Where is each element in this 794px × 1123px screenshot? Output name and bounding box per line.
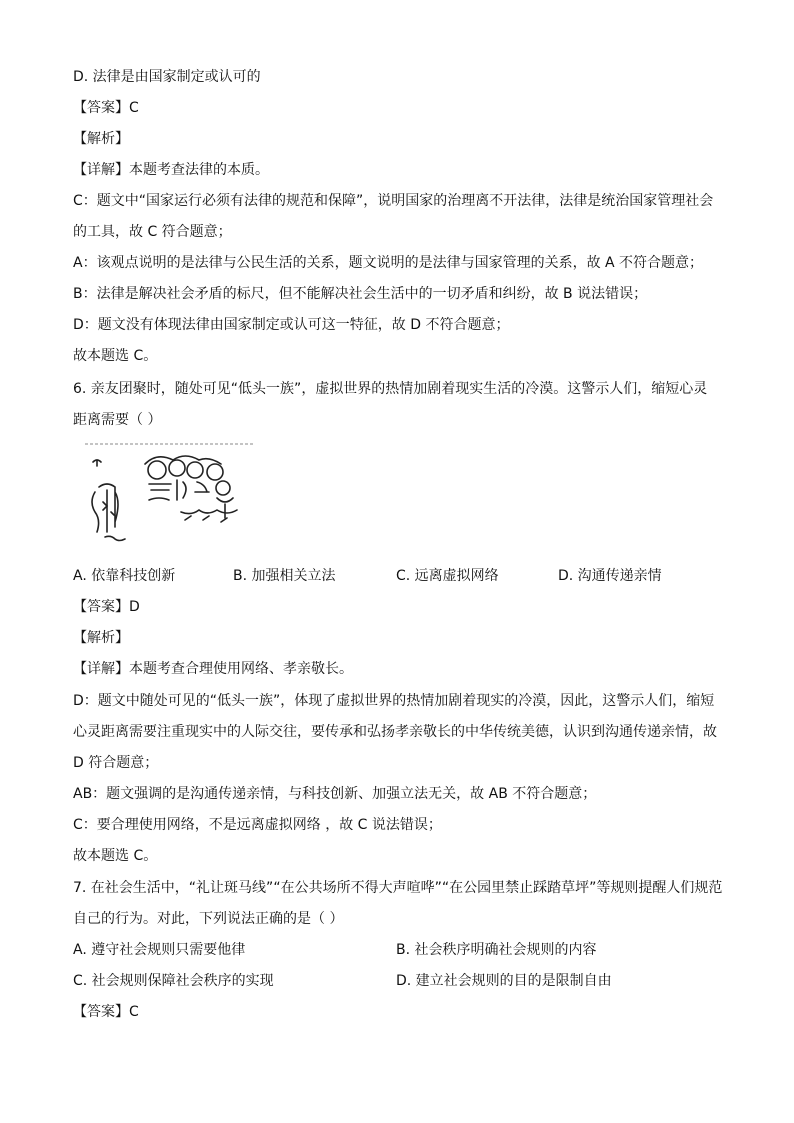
q6-option-c[interactable]: C. 远离虚拟网络	[396, 568, 499, 584]
q7-option-c[interactable]: C. 社会规则保障社会秩序的实现	[73, 973, 274, 989]
q5-detail-intro: 【详解】本题考查法律的本质。	[73, 162, 269, 178]
answer-value: D	[129, 599, 140, 615]
q6-detail-d: D：题文中随处可见的“低头一族”，体现了虚拟世界的热情加剧着现实的冷漠，因此，这警示人们，缩短	[73, 693, 715, 709]
q5-detail-b: B：法律是解决社会矛盾的标尺，但不能解决社会生活中的一切矛盾和纠纷，故 B 说法错误；	[73, 286, 648, 302]
q7-option-b[interactable]: B. 社会秩序明确社会规则的内容	[396, 942, 597, 958]
answer-value: C	[129, 1004, 139, 1020]
q6-detail-ab: AB：题文强调的是沟通传递亲情，与科技创新、加强立法无关，故 AB 不符合题意；	[73, 786, 597, 802]
q6-stem-cont: 距离需要（ ）	[73, 412, 162, 428]
q7-stem-cont: 自己的行为。对此，下列说法正确的是（ ）	[73, 911, 344, 927]
answer-tag: 【答案】	[73, 100, 129, 116]
q5-detail-c: C：题文中“国家运行必须有法律的规范和保障”，说明国家的治理离不开法律，法律是统治国家管理社会	[73, 193, 714, 209]
q5-analysis-heading: 【解析】	[73, 131, 129, 147]
family-sketch-icon	[85, 442, 255, 552]
answer-value: C	[129, 100, 139, 116]
q6-detail-d-cont: 心灵距离需要注重现实中的人际交往，要传承和弘扬孝亲敬长的中华传统美德，认识到沟通传递亲情，故	[73, 724, 717, 740]
q6-stem: 6. 亲友团聚时，随处可见“低头一族”，虚拟世界的热情加剧着现实生活的冷漠。这警示人们，缩短心灵	[73, 381, 708, 397]
q5-option-d: D. 法律是由国家制定或认可的	[73, 69, 261, 85]
answer-tag: 【答案】	[73, 1004, 129, 1020]
q6-illustration	[85, 442, 255, 552]
q6-detail-c: C：要合理使用网络，不是远离虚拟网络 ，故 C 说法错误；	[73, 817, 442, 833]
q6-detail-d-end: D 符合题意；	[73, 755, 159, 771]
q5-answer	[73, 98, 139, 118]
q7-stem: 7. 在社会生活中，“礼让斑马线”“在公共场所不得大声喧哗”“在公园里禁止踩踏草坪”等规则提醒人们规范	[73, 880, 723, 896]
q5-detail-d: D：题文没有体现法律由国家制定或认可这一特征，故 D 不符合题意；	[73, 317, 510, 333]
q5-detail-c-cont: 的工具，故 C 符合题意；	[73, 224, 232, 240]
q5-conclusion: 故本题选 C。	[73, 348, 158, 364]
q6-conclusion: 故本题选 C。	[73, 848, 158, 864]
q6-option-b[interactable]: B. 加强相关立法	[233, 568, 336, 584]
q6-analysis-heading: 【解析】	[73, 630, 129, 646]
answer-tag: 【答案】	[73, 599, 129, 615]
q5-detail-a: A：该观点说明的是法律与公民生活的关系，题文说明的是法律与国家管理的关系，故 A 不符合题意；	[73, 255, 704, 271]
q7-option-d[interactable]: D. 建立社会规则的目的是限制自由	[396, 973, 612, 989]
q7-options-row2	[73, 971, 713, 991]
q6-options	[73, 566, 713, 586]
q6-option-d[interactable]: D. 沟通传递亲情	[558, 568, 662, 584]
q6-detail-intro: 【详解】本题考查合理使用网络、孝亲敬长。	[73, 661, 353, 677]
q7-options-row1	[73, 940, 713, 960]
q6-option-a[interactable]: A. 依靠科技创新	[73, 568, 176, 584]
q7-answer	[73, 1002, 139, 1022]
q6-answer	[73, 597, 140, 617]
q7-option-a[interactable]: A. 遵守社会规则只需要他律	[73, 942, 246, 958]
